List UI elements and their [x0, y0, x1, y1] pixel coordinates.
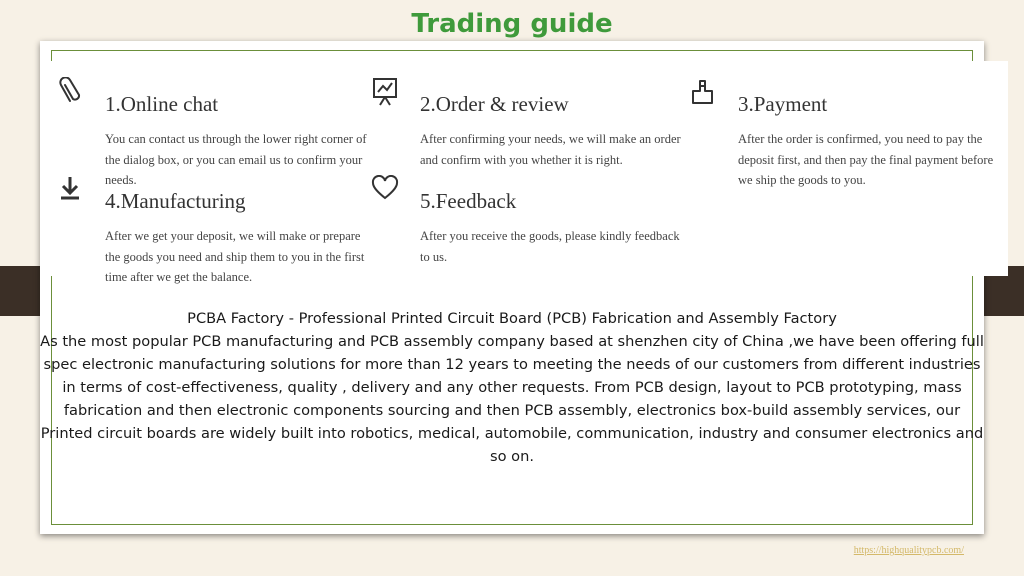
step-description: You can contact us through the lower right corner of the dialog box, or you can email us to confirm your needs. — [105, 132, 367, 187]
paperclip-icon — [55, 76, 85, 106]
step-title: 1.Online chat — [105, 92, 219, 116]
step-title: 2.Order & review — [420, 92, 569, 116]
step-description: After the order is confirmed, you need to pay the deposit first, and then pay the final payment before we ship the goods to you. — [738, 132, 994, 187]
step-title: 4.Manufacturing — [105, 189, 246, 213]
trading-steps-panel — [45, 61, 1008, 284]
step-title: 5.Feedback — [420, 189, 517, 213]
description-paragraph: As the most popular PCB manufacturing and PCB assembly company based at shenzhen city of China ,we have been offering full spec electronic manufacturing solutions for more than 12 years to meeting the needs of our customers from different industries in terms of cost-effectiveness, quality , delivery and any other requests. From PCB design, layout to PCB prototyping, mass fabrication and then electronic components sourcing and then PCB assembly, electronics box-build assembly services, our Printed circuit boards are widely built into robotics, medical, automobile, communication, industry and consumer electronics and so on. — [40, 333, 984, 465]
company-description — [40, 307, 984, 468]
step-title: 3.Payment — [738, 92, 828, 116]
chart-review-icon — [370, 76, 400, 106]
payment-icon — [688, 76, 718, 106]
download-icon — [55, 173, 85, 203]
step-description: After confirming your needs, we will make an order and confirm with you whether it is right. — [420, 132, 681, 167]
description-heading: PCBA Factory - Professional Printed Circuit Board (PCB) Fabrication and Assembly Factory — [187, 310, 837, 327]
slide-title: Trading guide — [411, 9, 613, 39]
heart-icon — [370, 173, 400, 203]
step-description: After you receive the goods, please kindly feedback to us. — [420, 229, 680, 264]
step-description: After we get your deposit, we will make or prepare the goods you need and ship them to you in the first time after we get the balance. — [105, 229, 365, 284]
website-link[interactable]: https://highqualitypcb.com/ — [853, 545, 964, 556]
